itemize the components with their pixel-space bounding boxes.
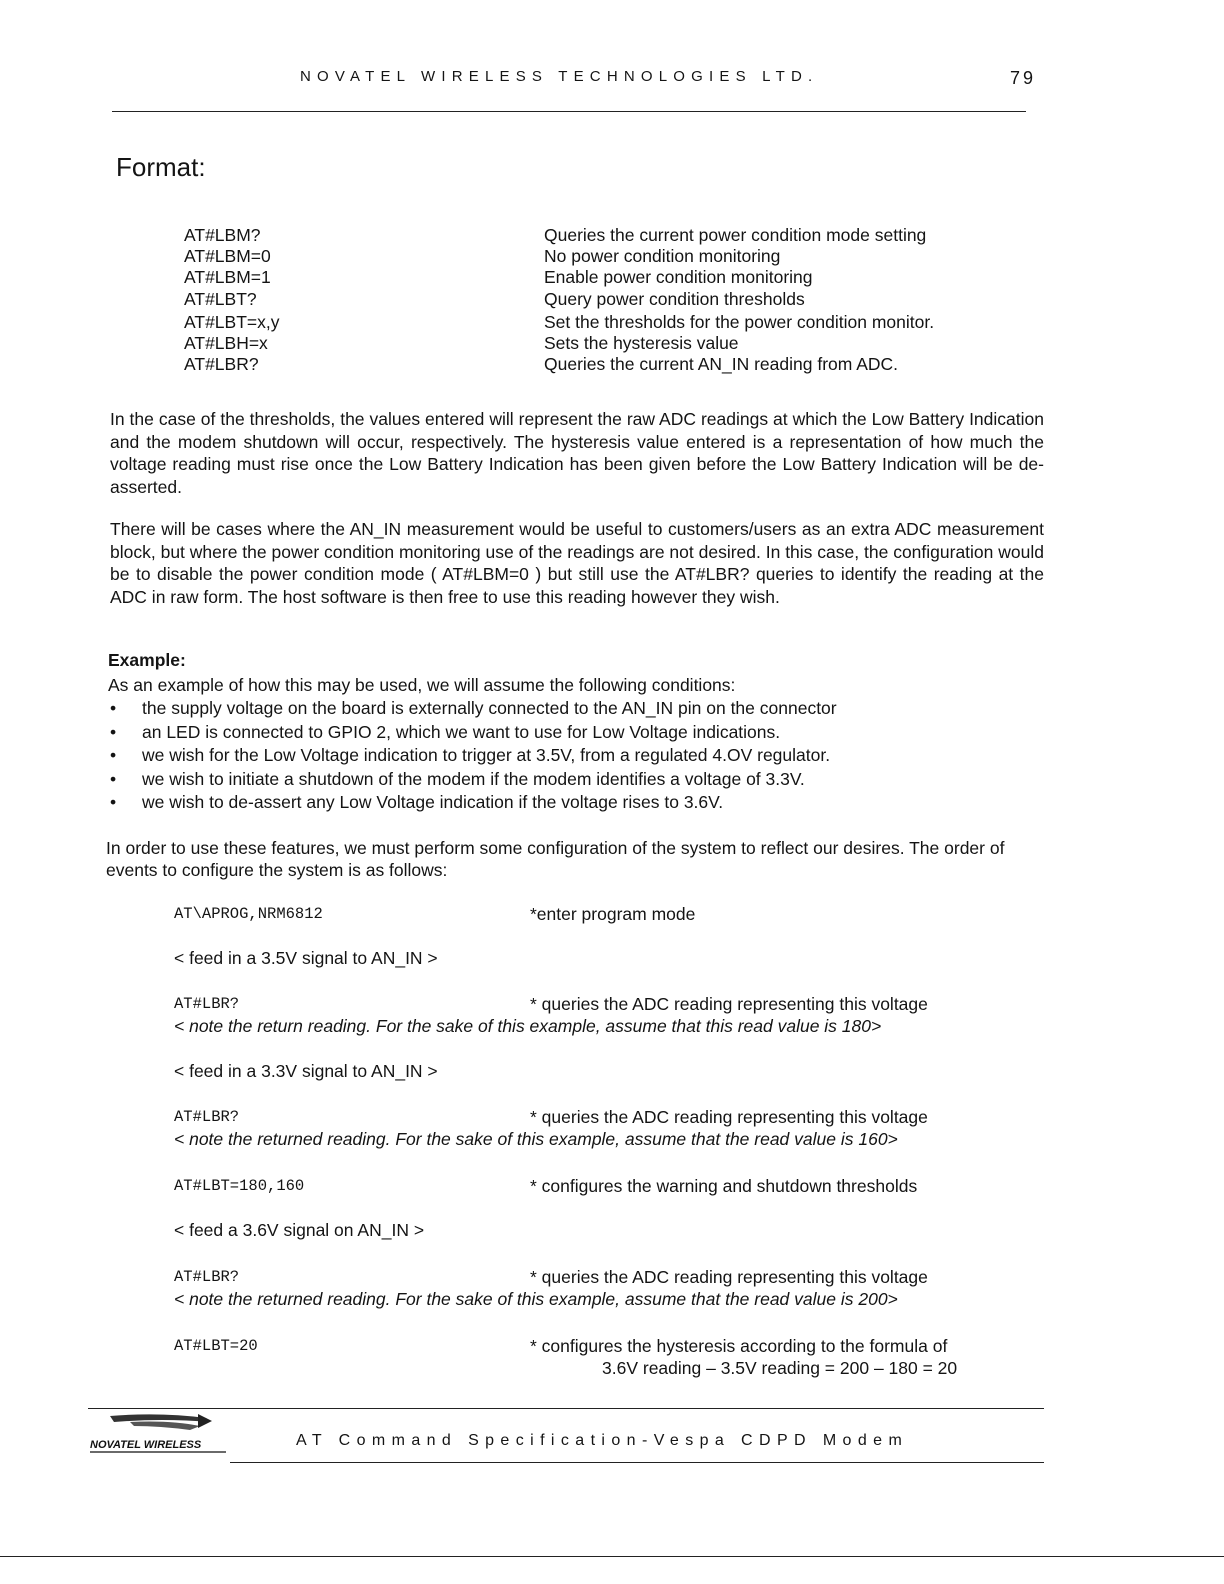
bullet-icon: • <box>110 745 117 765</box>
format-description: Queries the current AN_IN reading from ADC. <box>544 354 899 374</box>
bullet-icon: • <box>110 721 117 742</box>
list-item <box>108 791 837 815</box>
logo-text: NOVATEL WIRELESS <box>90 1439 202 1451</box>
step-comment: * queries the ADC reading representing this voltage <box>530 994 928 1014</box>
bullet-icon: • <box>110 768 117 789</box>
running-header: NOVATEL WIRELESS TECHNOLOGIES LTD. <box>300 68 819 85</box>
format-description: Enable power condition monitoring <box>544 267 813 287</box>
list-item-text: we wish for the Low Voltage indication to trigger at 3.5V, from a regulated 4.OV regulator. <box>142 745 831 765</box>
step-comment: * queries the ADC reading representing this voltage <box>530 1267 928 1287</box>
step-comment: * queries the ADC reading representing this voltage <box>530 1107 928 1127</box>
example-intro: As an example of how this may be used, we will assume the following conditions: <box>108 675 736 695</box>
thresholds-paragraph: In the case of the thresholds, the values entered will represent the raw ADC readings at which the Low Battery Indication and the modem shutdown will occur, respectively. The hysteresis value entered is a representation of how much the voltage reading must rise once the Low Battery Indication has been given before the Low Battery Indication will be de-asserted. <box>110 409 1044 497</box>
list-item <box>108 697 837 721</box>
format-description: Queries the current power condition mode setting <box>544 225 927 245</box>
format-command: AT#LBM=0 <box>184 246 271 266</box>
step-command: AT#LBR? <box>174 1268 240 1286</box>
format-command: AT#LBT? <box>184 289 257 309</box>
list-item-text: an LED is connected to GPIO 2, which we want to use for Low Voltage indications. <box>142 721 781 742</box>
step-note: < note the return reading. For the sake of this example, assume that this read value is 180> <box>174 1016 882 1036</box>
condition-list <box>108 697 837 815</box>
format-row <box>184 266 1044 288</box>
format-description: Sets the hysteresis value <box>544 333 739 353</box>
step-comment: * configures the hysteresis according to the formula of <box>530 1336 948 1356</box>
bullet-icon: • <box>110 792 117 812</box>
list-item-text: we wish to initiate a shutdown of the modem if the modem identifies a voltage of 3.3V. <box>142 768 805 789</box>
format-row <box>184 224 1044 246</box>
list-item <box>108 721 837 745</box>
step-command: AT#LBT=20 <box>174 1337 258 1355</box>
format-description: Set the thresholds for the power condition monitor. <box>544 312 935 332</box>
step-note: < note the returned reading. For the sake of this example, assume that the read value is 160> <box>174 1129 898 1149</box>
format-row <box>184 311 1044 333</box>
section-title: Format: <box>116 152 206 182</box>
format-row <box>184 332 1044 354</box>
step-text: < feed in a 3.5V signal to AN_IN > <box>174 948 438 968</box>
format-row <box>184 288 1044 310</box>
list-item-text: the supply voltage on the board is externally connected to the AN_IN pin on the connector <box>142 698 837 718</box>
format-row <box>184 245 1044 267</box>
step-command: AT#LBR? <box>174 995 240 1013</box>
format-command: AT#LBR? <box>184 354 259 374</box>
list-item <box>108 744 837 768</box>
bullet-icon: • <box>110 698 117 718</box>
an-in-paragraph: There will be cases where the AN_IN measurement would be useful to customers/users as an extra ADC measurement block, but where the power condition monitoring use of the readings are not desired. In this case, the configuration would be to disable the power condition mode ( AT#LBM=0 ) but still use the AT#LBR? queries to identify the reading at the ADC in raw form. The host software is then free to use this reading however they wish. <box>110 519 1044 607</box>
format-command: AT#LBT=x,y <box>184 312 280 332</box>
format-command: AT#LBH=x <box>184 333 268 353</box>
step-text: < feed a 3.6V signal on AN_IN > <box>174 1220 425 1240</box>
order-paragraph: In order to use these features, we must perform some configuration of the system to reflect our desires. The order of events to configure the system is as follows: <box>106 838 1005 880</box>
step-note: < note the returned reading. For the sake of this example, assume that the read value is 200> <box>174 1289 898 1309</box>
novatel-logo-icon <box>90 1408 230 1464</box>
step-comment: *enter program mode <box>530 904 696 924</box>
list-item-text: we wish to de-assert any Low Voltage indication if the voltage rises to 3.6V. <box>142 792 724 812</box>
step-comment: * configures the warning and shutdown thresholds <box>530 1176 918 1196</box>
header-rule <box>112 111 1026 112</box>
step-command: AT\APROG,NRM6812 <box>174 905 323 923</box>
hysteresis-formula: 3.6V reading – 3.5V reading = 200 – 180 = 20 <box>602 1358 958 1378</box>
format-row <box>184 353 1044 375</box>
format-description: No power condition monitoring <box>544 246 781 266</box>
example-label: Example: <box>108 650 186 670</box>
step-text: < feed in a 3.3V signal to AN_IN > <box>174 1061 438 1081</box>
footer-title: AT Command Specification-Vespa CDPD Modem <box>296 1432 909 1449</box>
format-description: Query power condition thresholds <box>544 289 805 309</box>
format-command: AT#LBM? <box>184 225 261 245</box>
step-command: AT#LBT=180,160 <box>174 1177 305 1195</box>
format-command: AT#LBM=1 <box>184 267 271 287</box>
footer-rule-top <box>88 1408 1044 1409</box>
page-number: 79 <box>1010 68 1037 88</box>
list-item <box>108 768 837 792</box>
scan-edge-line <box>0 1556 1224 1557</box>
step-command: AT#LBR? <box>174 1108 240 1126</box>
footer-rule-bottom <box>230 1462 1044 1463</box>
